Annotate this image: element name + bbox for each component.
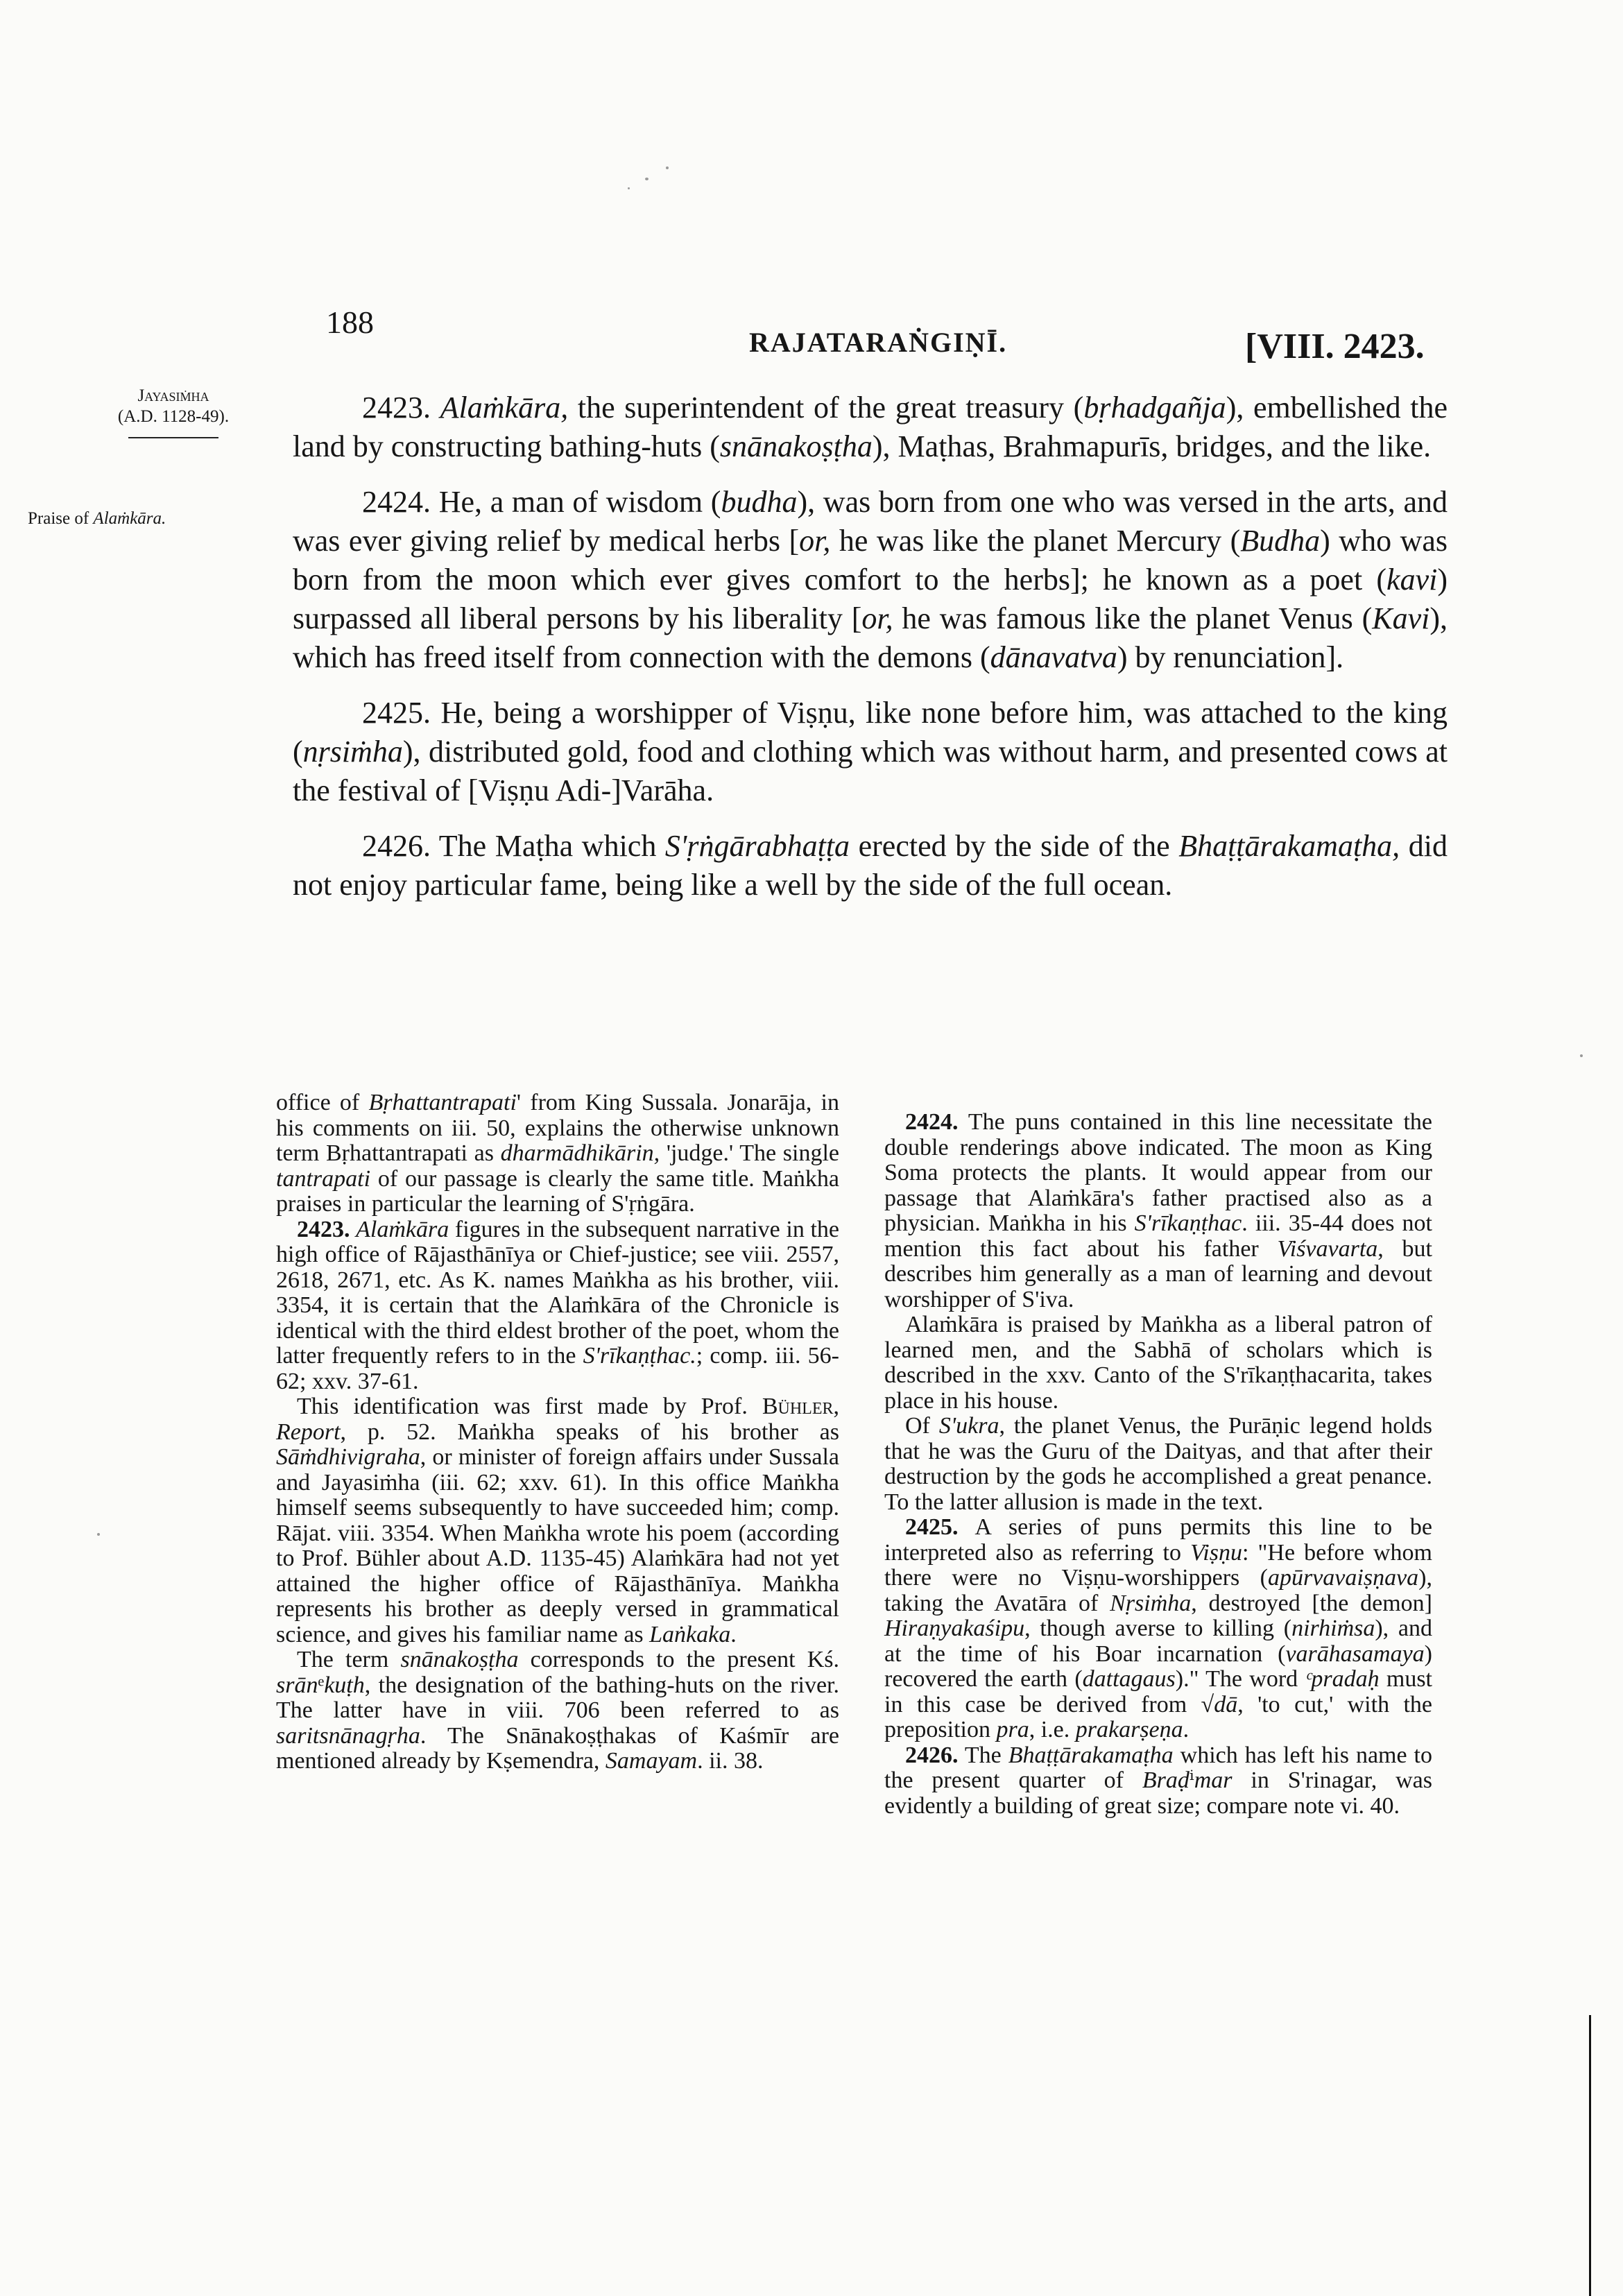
italic-term: kuṭh: [324, 1672, 365, 1698]
text-run: : "He before whom there were no Viṣṇu-worshippers (: [884, 1539, 1433, 1591]
italic-term: S'ukra: [938, 1413, 999, 1439]
note-number: 2425.: [905, 1514, 959, 1540]
text-run: ' from King Sussala. Jonarāja, in his comments on iii. 50, explains the otherwise unknown term Bṛhattantrapati as: [276, 1090, 840, 1166]
verse-2426: [293, 827, 1448, 905]
text-run: , but describes him generally as a man of learning and devout worshipper of S'iva.: [884, 1235, 1432, 1312]
text-run: He, being a worshipper of Viṣṇu, like none before him, was attached to the king (: [293, 696, 1448, 769]
text-run: , destroyed [the demon]: [1191, 1590, 1432, 1616]
author-name: Bühler: [762, 1394, 834, 1419]
verse-number: 2425.: [362, 696, 431, 730]
text-run: corresponds to the present Kś.: [518, 1647, 839, 1672]
italic-term: apūrvavaiṣṇava: [1267, 1565, 1419, 1591]
text-run: . ii. 38.: [697, 1748, 764, 1774]
text-run: ) surpassed all liberal persons by his liberality [: [293, 563, 1448, 635]
italic-term: Sāṁdhivigraha: [276, 1444, 420, 1470]
italic-term: S'ṛṅgārabhaṭṭa: [664, 829, 850, 863]
italic-term: S'rīkaṇṭhac.: [583, 1343, 696, 1369]
italic-term: or,: [799, 524, 831, 558]
text-run: , the designation of the bathing-huts on the river. The latter have in viii. 706 been referred to as: [276, 1672, 839, 1723]
text-run: A series of puns permits this line to be interpreted also as referring to: [884, 1514, 1432, 1566]
note-number: 2424.: [905, 1109, 959, 1135]
footnotes-right-column: [884, 1110, 1432, 1819]
verse-2423: [293, 388, 1448, 466]
verse-number: 2423.: [362, 391, 431, 425]
scan-speck: [645, 178, 649, 180]
italic-term: Alaṁkāra,: [440, 391, 569, 425]
verse-number: 2424.: [362, 485, 431, 519]
text-run: ), embellished the land by constructing bathing-huts (: [293, 391, 1448, 463]
scan-speck: [666, 166, 669, 169]
text-run: ), which has freed itself from connection with the demons (: [293, 601, 1448, 674]
text-run: [350, 1217, 357, 1242]
margin-note-reign: [69, 386, 277, 438]
scan-speck: [628, 187, 630, 189]
margin-rule: [128, 437, 218, 438]
margin-reign-name: Jayasiṁha: [137, 386, 209, 405]
italic-term: Bhaṭṭārakamaṭha: [1008, 1742, 1174, 1768]
margin-praise-prefix: Praise of: [28, 509, 94, 528]
text-run: ⁱ: [1189, 1767, 1194, 1793]
footnote-paragraph: [276, 1090, 839, 1217]
italic-term: S'rīkaṇṭhac: [1134, 1210, 1242, 1236]
text-run: , the planet Venus, the Purāṇic legend holds that he was the Guru of the Daityas, and that after their destruction by the gods he accomplished a great penance. To the latter allusion is made in the text.: [884, 1413, 1432, 1515]
text-run: .: [1183, 1717, 1190, 1742]
text-run: ) recovered the earth (: [884, 1640, 1432, 1692]
italic-term: Budha: [1240, 524, 1321, 558]
italic-term: Samayam: [605, 1748, 698, 1774]
footnote-paragraph: [884, 1743, 1432, 1819]
italic-term: Nṛsiṁha: [1110, 1590, 1192, 1616]
verse-number: 2426.: [362, 829, 431, 863]
scan-speck: [1580, 1054, 1583, 1057]
italic-term: Viśvavarta: [1277, 1235, 1378, 1262]
italic-term: Laṅkaka: [649, 1621, 731, 1647]
footnote-paragraph: [276, 1217, 839, 1395]
text-run: ), and at the time of his Boar incarnation (: [884, 1616, 1432, 1667]
italic-term: mar: [1194, 1767, 1233, 1793]
footnote-paragraph: [276, 1647, 839, 1774]
italic-term: saritsnānagṛha: [276, 1722, 420, 1749]
verse-2425: [293, 694, 1448, 810]
footnote-paragraph: [884, 1414, 1432, 1515]
text-run: . iii. 35-44 does not mention this fact about his father: [884, 1210, 1432, 1262]
italic-term: Viṣṇu: [1190, 1539, 1242, 1566]
text-run: , p. 52. Maṅkha speaks of his brother as: [340, 1419, 839, 1445]
italic-term: nirhiṁsa: [1291, 1616, 1375, 1641]
text-run: .: [730, 1621, 737, 1647]
text-run: of our passage is clearly the same title. Maṅkha praises in particular the learning of S'ṛṅgāra.: [276, 1165, 839, 1217]
note-number: 2426.: [905, 1742, 959, 1768]
text-run: figures in the subsequent narrative in the high office of Rājasthānīya or Chief-justice; see viii. 2557, 2618, 2671, etc. As K. names Maṅkha as his brother, viii. 3354, it is certain that the Alaṁkāra of the Chronicle is identical with the third eldest brother of the poet, whom the latter frequently refers to in the: [276, 1216, 839, 1369]
italic-term: budha: [721, 485, 798, 519]
page-number: 188: [326, 305, 374, 340]
text-run: ,: [833, 1394, 839, 1419]
text-run: He, a man of wisdom (: [438, 485, 721, 519]
footnotes-left-column: [276, 1090, 839, 1774]
footnote-paragraph: [884, 1515, 1432, 1743]
italic-term: kavi: [1386, 563, 1438, 597]
text-run: ) by renunciation].: [1117, 640, 1344, 674]
margin-note-praise: [28, 508, 166, 529]
text-run: in S'rinagar, was evidently a building of great size; compare note vi. 40.: [884, 1767, 1432, 1819]
text-run: ), distributed gold, food and clothing which was without harm, and presented cows at the festival of [Viṣṇu Adi-]Varāha.: [293, 735, 1448, 807]
text-run: which has left his name to the present quarter of: [884, 1742, 1432, 1793]
running-title: RAJATARAṄGIṆĪ.: [749, 327, 1008, 358]
text-run: The Maṭha which: [438, 829, 665, 863]
text-run: erected by the side of the: [850, 829, 1179, 863]
text-run: , though averse to killing (: [1024, 1616, 1292, 1641]
italic-term: dharmādhikārin,: [500, 1140, 660, 1166]
text-run: the superintendent of the great treasury (: [568, 391, 1084, 425]
text-run: . The Snānakoṣṭhakas of Kaśmīr are mentioned already by Kṣemendra,: [276, 1722, 839, 1774]
text-run: ), was born from one who was versed in the arts, and was ever giving relief by medical herbs [: [293, 485, 1448, 558]
italic-term: srān: [276, 1672, 318, 1698]
italic-term: Kavi: [1372, 601, 1430, 635]
italic-term: Alaṁkāra: [356, 1216, 449, 1242]
text-run: ), Maṭhas, Brahmapurīs, bridges, and the like.: [872, 429, 1432, 463]
footnote-paragraph: [884, 1312, 1432, 1414]
margin-praise-name: Alaṁkāra.: [93, 509, 166, 528]
text-run: he was like the planet Mercury (: [830, 524, 1241, 558]
italic-term: or,: [861, 601, 893, 635]
italic-term: Report: [276, 1419, 341, 1445]
text-run: must in this case be derived from √: [884, 1666, 1433, 1717]
italic-term: ᶜpradaḥ: [1305, 1666, 1380, 1692]
text-run: The term: [297, 1647, 401, 1672]
margin-reign-dates: (A.D. 1128-49).: [117, 407, 230, 426]
text-run: ), taking the Avatāra of: [884, 1565, 1432, 1616]
text-run: , or minister of foreign affairs under Sussala and Jayasiṁha (iii. 62; xxv. 61). In this office Maṅkha himself seems subsequently to have succeeded him; comp. Rājat. viii. 3354. When Maṅkha wrote his poem (according to Prof. Bühler about A.D. 1135-45) Alaṁkāra had not yet attained the higher office of Rājasthānīya. Maṅkha represents his brother as deeply versed in grammatical science, and gives his familiar name as: [276, 1444, 839, 1647]
text-run: ; comp. iii. 56-62; xxv. 37-61.: [276, 1343, 839, 1394]
text-run: This identification was first made by Prof.: [297, 1394, 762, 1419]
italic-term: bṛhadgañja: [1083, 391, 1226, 425]
verse-2424: [293, 483, 1448, 677]
verse-text: [293, 388, 1448, 921]
italic-term: varāhasamaya: [1285, 1640, 1425, 1667]
text-run: )." The word: [1175, 1666, 1305, 1692]
footnote-paragraph: [276, 1394, 839, 1647]
text-run: 'judge.' The single: [660, 1140, 840, 1166]
text-run: , i.e.: [1029, 1717, 1076, 1742]
italic-term: Bṛhattantrapati: [368, 1090, 517, 1115]
italic-term: snānakoṣṭha: [719, 429, 873, 463]
italic-term: tantrapati: [276, 1165, 371, 1192]
text-run: office of: [276, 1090, 369, 1115]
text-run: The puns contained in this line necessitate the double renderings above indicated. The moon as King Soma protects the plants. It would appear from our passage that Alaṁkāra's father practised also as a physician. Maṅkha in his: [884, 1109, 1432, 1236]
italic-term: Hiraṇyakaśipu: [884, 1616, 1025, 1641]
text-run: did not enjoy particular fame, being like a well by the side of the full ocean.: [293, 829, 1448, 902]
text-run: Of: [905, 1413, 939, 1439]
italic-term: snānakoṣṭha: [400, 1647, 519, 1672]
text-run: , 'to cut,' with the preposition: [884, 1691, 1432, 1742]
scan-speck: [97, 1533, 100, 1536]
text-run: he was famous like the planet Venus (: [893, 601, 1373, 635]
italic-term: Braḍ: [1142, 1767, 1190, 1793]
note-number: 2423.: [297, 1216, 350, 1242]
italic-term: nṛsiṁha: [302, 735, 403, 769]
italic-term: dā: [1214, 1691, 1238, 1717]
text-run: ᵉ: [318, 1672, 325, 1698]
italic-term: dattagaus: [1082, 1666, 1176, 1692]
footnote-paragraph: [884, 1110, 1432, 1312]
italic-term: dānavatva: [990, 640, 1117, 674]
text-run: The: [958, 1742, 1008, 1768]
text-run: ) who was born from the moon which ever gives comfort to the herbs]; he known as a poet (: [293, 524, 1448, 597]
italic-term: Bhaṭṭārakamaṭha,: [1178, 829, 1400, 863]
scan-edge-line: [1589, 2015, 1591, 2296]
text-run: Alaṁkāra is praised by Maṅkha as a liberal patron of learned men, and the Sabhā of scholars which is described in the xxv. Canto of the S'rīkaṇṭhacarita, takes place in his house.: [884, 1312, 1432, 1414]
italic-term: pra: [996, 1717, 1029, 1742]
section-reference: [VIII. 2423.: [1245, 327, 1425, 366]
italic-term: prakarṣeṇa: [1075, 1717, 1183, 1742]
